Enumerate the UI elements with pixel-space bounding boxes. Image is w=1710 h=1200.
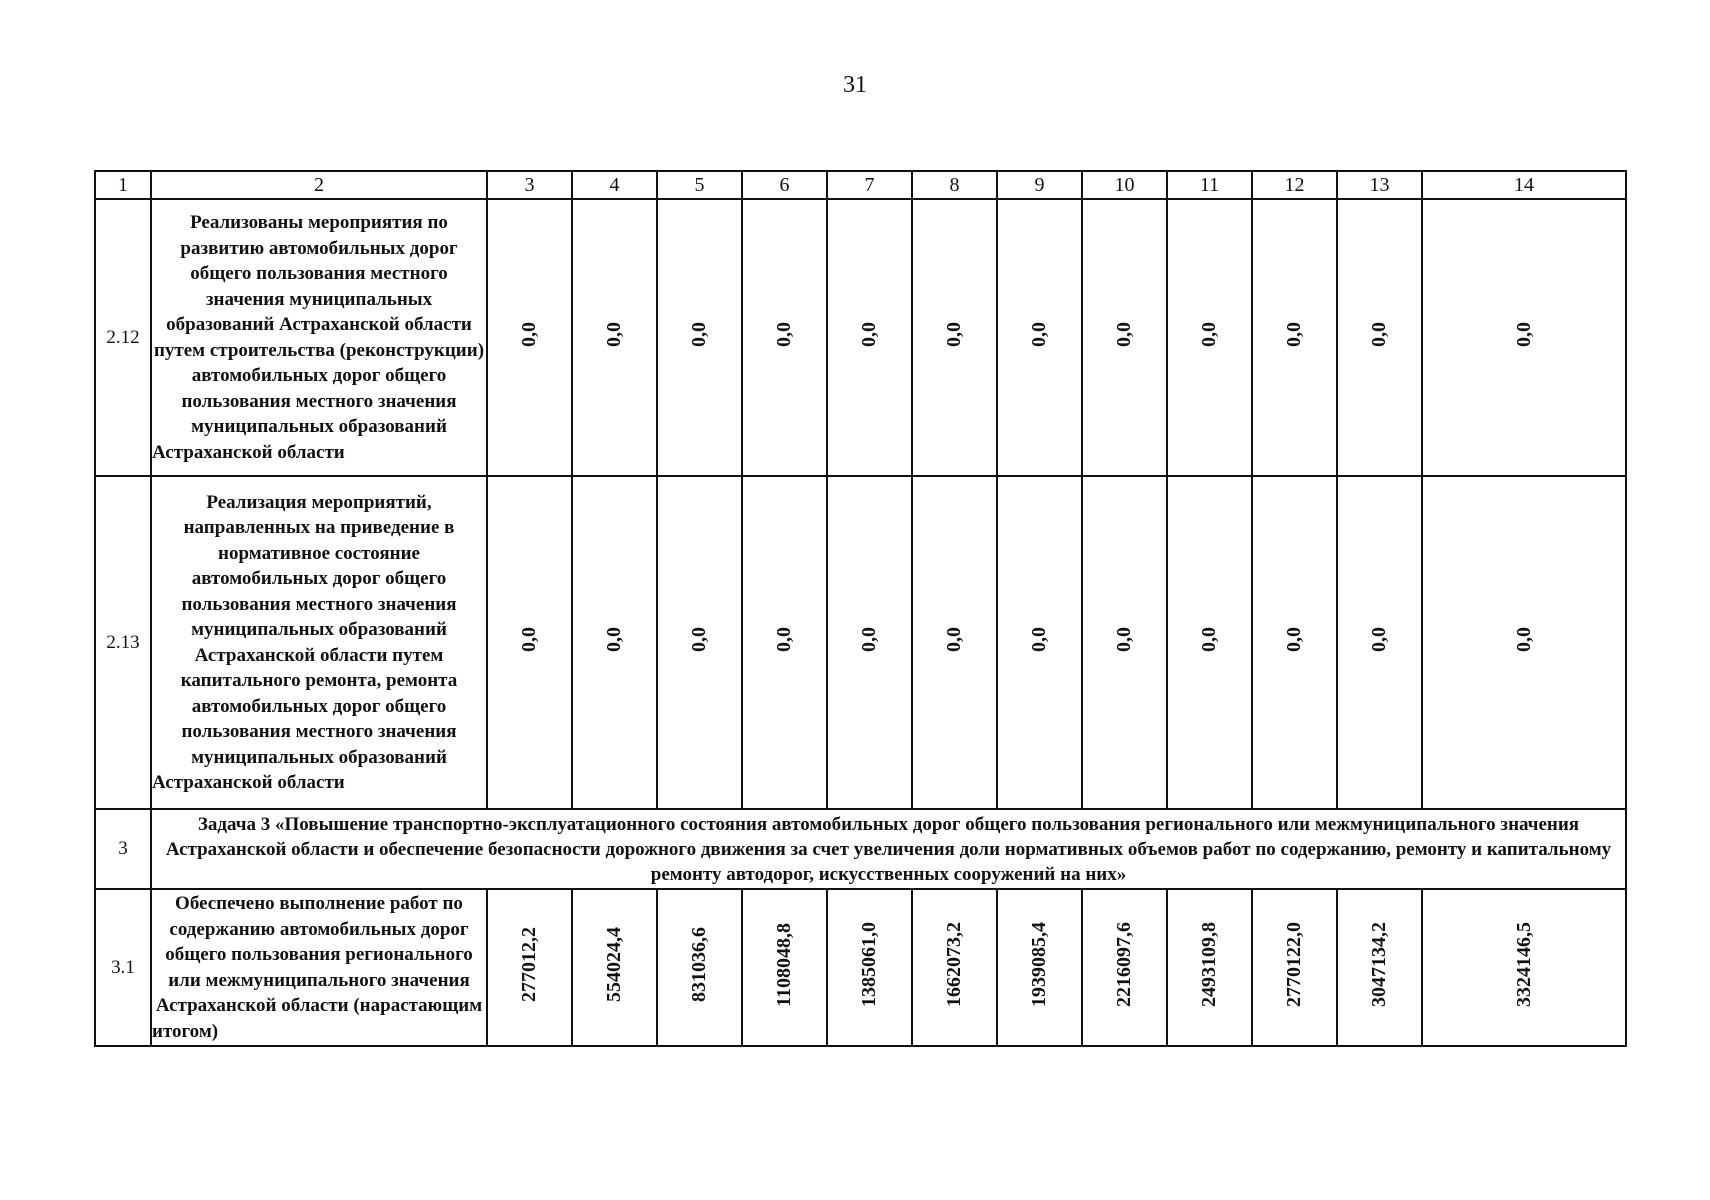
- table-row-2-13: [95, 476, 1626, 809]
- value-cell: [487, 199, 572, 476]
- value-text: 0,0: [773, 322, 795, 347]
- row-description: Реализация мероприятий, направленных на приведение в нормативное состояние автомобильных дорог общего пользования местного значения муниципальных образований Астраханской области путем капитального ремонта, ремонта автомобильных дорог общего пользования местного значения муниципальных образований Астраханской области: [151, 476, 487, 809]
- value-cell: [1167, 476, 1252, 809]
- value-text: 3047134,2: [1368, 922, 1390, 1007]
- value-cell: [572, 199, 657, 476]
- task-row: [95, 809, 1626, 889]
- value-text: 554024,4: [603, 927, 625, 1002]
- value-text: 0,0: [1198, 627, 1220, 652]
- value-text: 2770122,0: [1283, 922, 1305, 1007]
- task-description: Задача 3 «Повышение транспортно-эксплуатационного состояния автомобильных дорог общего пользования регионального или межмуниципального значения Астраханской области и обеспечение безопасности дорожного движения за счет увеличения доли нормативных объемов работ по содержанию, ремонту и капитальному ремонту автодорог, искусственных сооружений на них»: [151, 809, 1626, 889]
- header-cell: 11: [1167, 171, 1252, 199]
- value-cell: [572, 889, 657, 1046]
- row-number: 2.12: [95, 199, 151, 476]
- value-cell: [997, 199, 1082, 476]
- table-row-3-1: [95, 889, 1626, 1046]
- header-cell: 8: [912, 171, 997, 199]
- value-text: 0,0: [858, 627, 880, 652]
- value-text: 0,0: [943, 322, 965, 347]
- value-cell: [912, 476, 997, 809]
- value-cell: [742, 889, 827, 1046]
- value-cell: [1422, 889, 1626, 1046]
- header-cell: 3: [487, 171, 572, 199]
- value-cell: [1337, 199, 1422, 476]
- value-cell: [572, 476, 657, 809]
- value-text: 277012,2: [518, 927, 540, 1002]
- header-cell: 2: [151, 171, 487, 199]
- value-text: 0,0: [688, 627, 710, 652]
- value-cell: [912, 199, 997, 476]
- value-text: 0,0: [1113, 322, 1135, 347]
- value-cell: [997, 476, 1082, 809]
- value-cell: [1337, 889, 1422, 1046]
- value-cell: [742, 199, 827, 476]
- program-indicators-table: [94, 170, 1627, 1047]
- header-cell: 10: [1082, 171, 1167, 199]
- value-text: 0,0: [688, 322, 710, 347]
- value-cell: [827, 199, 912, 476]
- value-text: 2493109,8: [1198, 922, 1220, 1007]
- value-text: 0,0: [1512, 627, 1535, 652]
- page-number: 31: [843, 72, 867, 98]
- value-text: 0,0: [1283, 627, 1305, 652]
- row-number: 3.1: [95, 889, 151, 1046]
- value-cell: [1082, 889, 1167, 1046]
- value-text: 0,0: [1512, 322, 1535, 347]
- value-cell: [657, 476, 742, 809]
- value-text: 0,0: [858, 322, 880, 347]
- value-text: 0,0: [773, 627, 795, 652]
- table-row-2-12: [95, 199, 1626, 476]
- value-text: 0,0: [1113, 627, 1135, 652]
- value-text: 2216097,6: [1113, 922, 1135, 1007]
- value-text: 0,0: [1028, 322, 1050, 347]
- value-cell: [1252, 889, 1337, 1046]
- value-text: 1385061,0: [858, 922, 880, 1007]
- header-cell: 9: [997, 171, 1082, 199]
- value-cell: [1167, 889, 1252, 1046]
- value-cell: [1337, 476, 1422, 809]
- row-description: Реализованы мероприятия по развитию автомобильных дорог общего пользования местного значения муниципальных образований Астраханской области путем строительства (реконструкции) автомобильных дорог общего пользования местного значения муниципальных образований Астраханской области: [151, 199, 487, 476]
- value-text: 1939085,4: [1028, 922, 1050, 1007]
- value-text: 831036,6: [688, 927, 710, 1002]
- header-cell: 1: [95, 171, 151, 199]
- value-cell: [912, 889, 997, 1046]
- value-cell: [827, 889, 912, 1046]
- value-cell: [1422, 476, 1626, 809]
- row-number: 2.13: [95, 476, 151, 809]
- row-description: Обеспечено выполнение работ по содержанию автомобильных дорог общего пользования регионального или межмуниципального значения Астраханской области (нарастающим итогом): [151, 889, 487, 1046]
- value-text: 0,0: [1368, 322, 1390, 347]
- header-cell: 6: [742, 171, 827, 199]
- value-text: 0,0: [1368, 627, 1390, 652]
- value-text: 0,0: [518, 627, 540, 652]
- value-text: 1662073,2: [943, 922, 965, 1007]
- value-cell: [742, 476, 827, 809]
- value-cell: [657, 889, 742, 1046]
- value-text: 0,0: [943, 627, 965, 652]
- header-cell: 5: [657, 171, 742, 199]
- header-cell: 13: [1337, 171, 1422, 199]
- value-cell: [487, 476, 572, 809]
- value-text: 3324146,5: [1512, 922, 1535, 1007]
- header-cell: 7: [827, 171, 912, 199]
- value-cell: [997, 889, 1082, 1046]
- value-text: 0,0: [518, 322, 540, 347]
- value-cell: [1082, 199, 1167, 476]
- header-cell: 12: [1252, 171, 1337, 199]
- value-cell: [1422, 199, 1626, 476]
- value-text: 0,0: [1198, 322, 1220, 347]
- header-cell: 4: [572, 171, 657, 199]
- value-text: 0,0: [603, 322, 625, 347]
- value-text: 1108048,8: [773, 922, 795, 1007]
- value-cell: [1252, 476, 1337, 809]
- value-cell: [657, 199, 742, 476]
- value-cell: [487, 889, 572, 1046]
- header-row: [95, 171, 1626, 199]
- value-text: 0,0: [603, 627, 625, 652]
- value-cell: [1082, 476, 1167, 809]
- task-number: 3: [95, 809, 151, 889]
- value-cell: [827, 476, 912, 809]
- header-cell: 14: [1422, 171, 1626, 199]
- value-text: 0,0: [1283, 322, 1305, 347]
- value-cell: [1252, 199, 1337, 476]
- value-text: 0,0: [1028, 627, 1050, 652]
- value-cell: [1167, 199, 1252, 476]
